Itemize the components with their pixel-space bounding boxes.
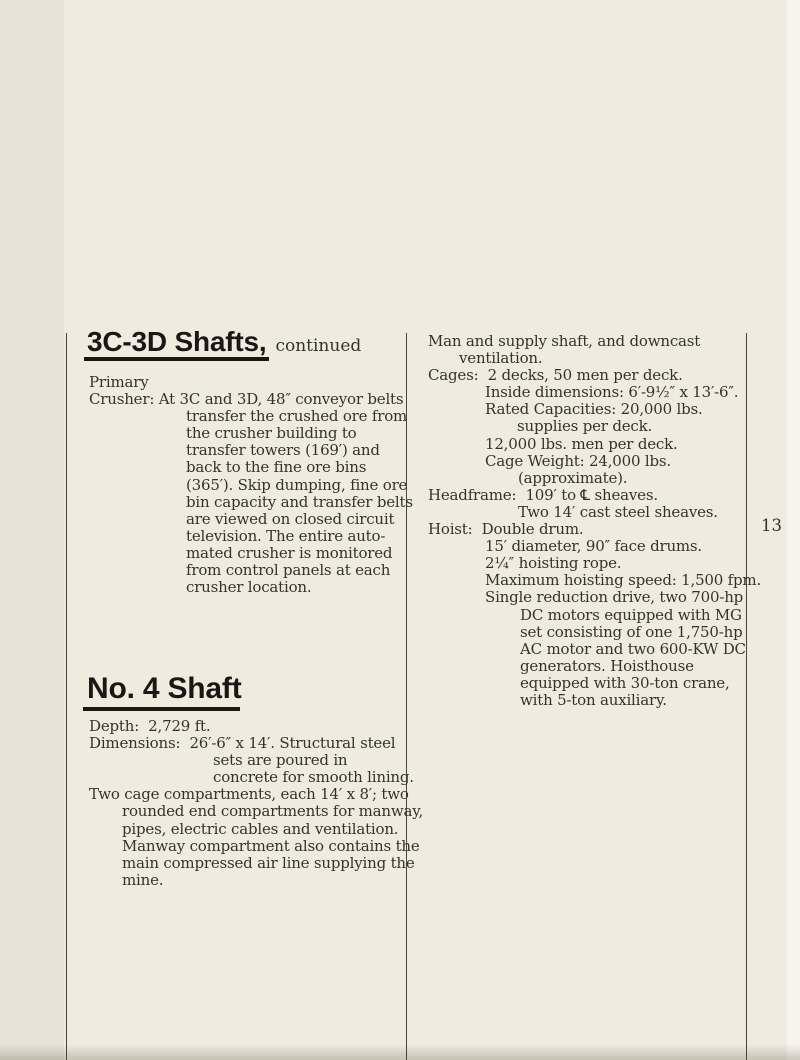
text-line: are viewed on closed circuit [186, 509, 395, 528]
page-right-edge-highlight [787, 0, 800, 1060]
text-line: Depth: 2,729 ft. [89, 717, 211, 735]
text-line: supplies per deck. [517, 417, 653, 436]
text-line: Cages: 2 decks, 50 men per deck. [428, 366, 683, 385]
text-line: rounded end compartments for manway, [122, 802, 424, 821]
right-column [428, 332, 762, 709]
text-line: Single reduction drive, two 700-hp [485, 588, 744, 607]
text-line: Dimensions: 26′-6″ x 14′. Structural steel [89, 734, 396, 753]
column-rule-left [66, 333, 67, 1060]
page-bottom-shadow [0, 1044, 800, 1060]
text-line: back to the fine ore bins [186, 458, 367, 477]
text-line: 2¼″ hoisting rope. [485, 554, 622, 573]
text-line: AC motor and two 600-KW DC [520, 639, 746, 658]
text-line: Primary [89, 373, 149, 391]
text-line: mated crusher is monitored [186, 543, 393, 562]
page-number: 13 [761, 516, 782, 535]
text-line: transfer the crushed ore from [186, 407, 408, 426]
text-line: transfer towers (169′) and [186, 441, 380, 460]
text-line: from control panels at each [186, 561, 391, 580]
text-line: the crusher building to [186, 424, 357, 443]
text-line: Manway compartment also contains the [122, 836, 420, 855]
page-left-margin-shade [0, 0, 64, 1060]
text-line: crusher location. [186, 578, 312, 597]
no4-shaft-details [89, 718, 423, 889]
text-line: 15′ diameter, 90″ face drums. [485, 537, 702, 556]
text-line: ventilation. [459, 349, 543, 368]
text-line: Rated Capacities: 20,000 lbs. [485, 400, 703, 419]
text-line: (approximate). [518, 468, 628, 487]
left-column [87, 0, 424, 1060]
text-line: television. The entire auto- [186, 526, 386, 545]
text-line: DC motors equipped with MG [520, 605, 742, 624]
text-line: generators. Hoisthouse [520, 656, 694, 675]
section-heading-3c3d-shafts [87, 328, 361, 360]
text-line: Maximum hoisting speed: 1,500 fpm. [485, 571, 762, 590]
text-line: equipped with 30-ton crane, [520, 673, 730, 692]
section-heading-3c3d-title: 3C-3D Shafts, [87, 326, 267, 357]
section-heading-no4-shaft: No. 4 Shaft [87, 672, 242, 705]
text-line: mine. [122, 870, 164, 889]
text-line: Hoist: Double drum. [428, 520, 584, 539]
text-line: Crusher: At 3C and 3D, 48″ conveyor belts [89, 390, 404, 409]
text-line: with 5-ton auxiliary. [520, 690, 667, 709]
primary-crusher-paragraph [89, 374, 413, 596]
text-line: set consisting of one 1,750-hp [520, 622, 743, 641]
text-line: 12,000 lbs. men per deck. [485, 434, 678, 453]
shaft-specs-continued [428, 332, 762, 709]
text-line: Cage Weight: 24,000 lbs. [485, 451, 671, 470]
text-line: Two cage compartments, each 14′ x 8′; two [89, 785, 409, 804]
text-line: Inside dimensions: 6′-9½″ x 13′-6″. [485, 383, 739, 402]
text-line: (365′). Skip dumping, fine ore [186, 475, 408, 494]
section-heading-continued-label: continued [275, 336, 362, 356]
text-line: bin capacity and transfer belts [186, 492, 413, 511]
text-line: Man and supply shaft, and downcast [428, 332, 701, 350]
column-rule-right [746, 333, 747, 1060]
text-line: main compressed air line supplying the [122, 853, 415, 872]
text-line: Two 14′ cast steel sheaves. [518, 502, 718, 521]
heading-underline-3c3d [84, 357, 269, 361]
heading-underline-no4 [83, 707, 240, 711]
text-line: Headframe: 109′ to ℄ sheaves. [428, 485, 658, 504]
text-line: concrete for smooth lining. [213, 768, 414, 787]
text-line: sets are poured in [213, 751, 348, 770]
text-line: pipes, electric cables and ventilation. [122, 819, 399, 838]
